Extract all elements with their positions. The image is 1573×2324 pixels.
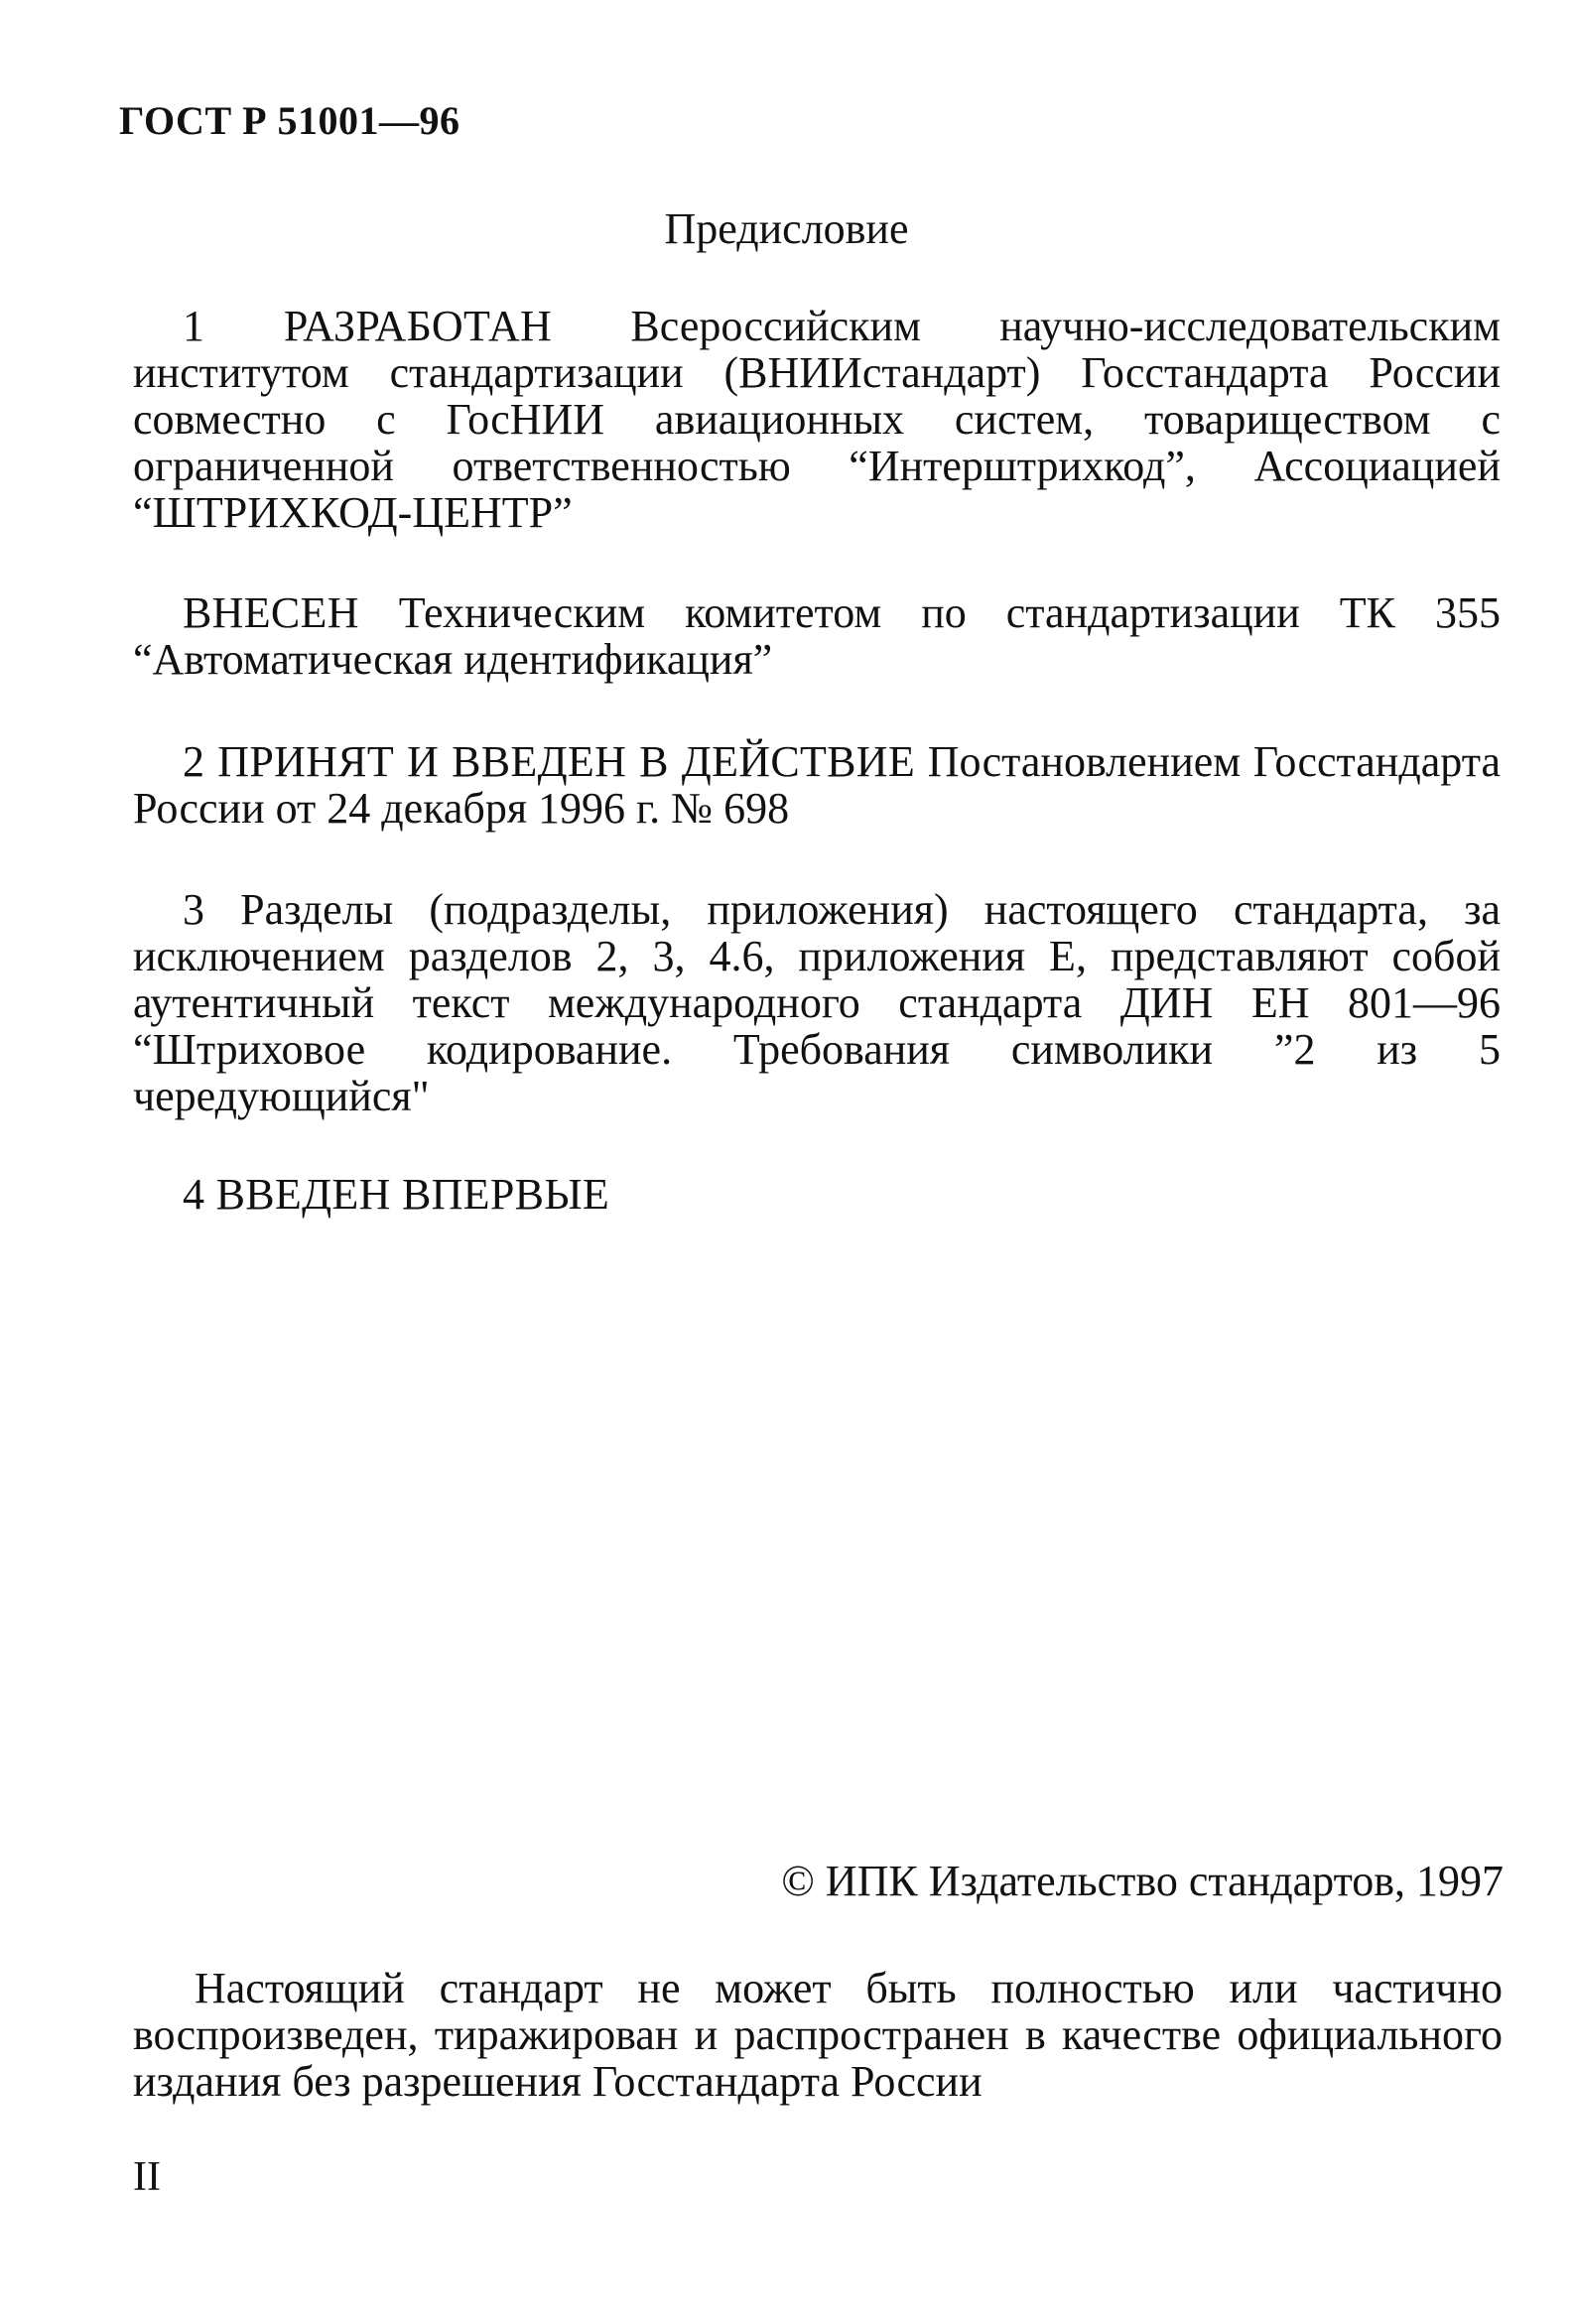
paragraph-first-introduced (133, 1171, 1501, 1218)
copyright-line: © ИПК Издательство стандартов, 1997 (781, 1857, 1504, 1905)
paragraph-lead: 1 РАЗРАБОТАН (183, 302, 553, 350)
paragraph-text: Техническим комитетом по стандартизации ТК 355 “Автоматическая идентификация” (133, 588, 1501, 684)
page-title: Предисловие (664, 204, 909, 253)
reproduction-notice: Настоящий стандарт не может быть полностью или частично воспроизведен, тиражирован и распространен в качестве официального издания без разрешения Госстандарта России (133, 1964, 1503, 2106)
paragraph-lead: ВНЕСЕН (183, 588, 359, 637)
paragraph-adopted (133, 738, 1501, 832)
paragraph-submitted (133, 589, 1501, 683)
paragraph-text: 3 Разделы (подразделы, приложения) настоящего стандарта, за исключением разделов 2, 3, 4.6, приложения Е, представляют собой аутентичный текст международного стандарта ДИН ЕН 801—96 “Штриховое кодирование. Требования символики ”2 из 5 чередующийся" (133, 885, 1501, 1120)
paragraph-sections (133, 886, 1501, 1119)
paragraph-developed (133, 303, 1501, 536)
paragraph-text: Постановлением Госстандарта России от 24 декабря 1996 г. № 698 (133, 737, 1501, 833)
paragraph-lead: 4 ВВЕДЕН ВПЕРВЫЕ (183, 1170, 610, 1219)
paragraph-lead: 2 ПРИНЯТ И ВВЕДЕН В ДЕЙСТВИЕ (183, 737, 916, 786)
document-header: ГОСТ Р 51001—96 (119, 98, 460, 143)
page-number: II (133, 2154, 161, 2200)
paragraph-text: Всероссийским научно-исследовательским институтом стандартизации (ВНИИстандарт) Госстандарта России совместно с ГосНИИ авиационных систем, товариществом с ограниченной ответственностью “Интерштрихкод”, Ассоциацией “ШТРИХКОД-ЦЕНТР” (133, 302, 1501, 537)
